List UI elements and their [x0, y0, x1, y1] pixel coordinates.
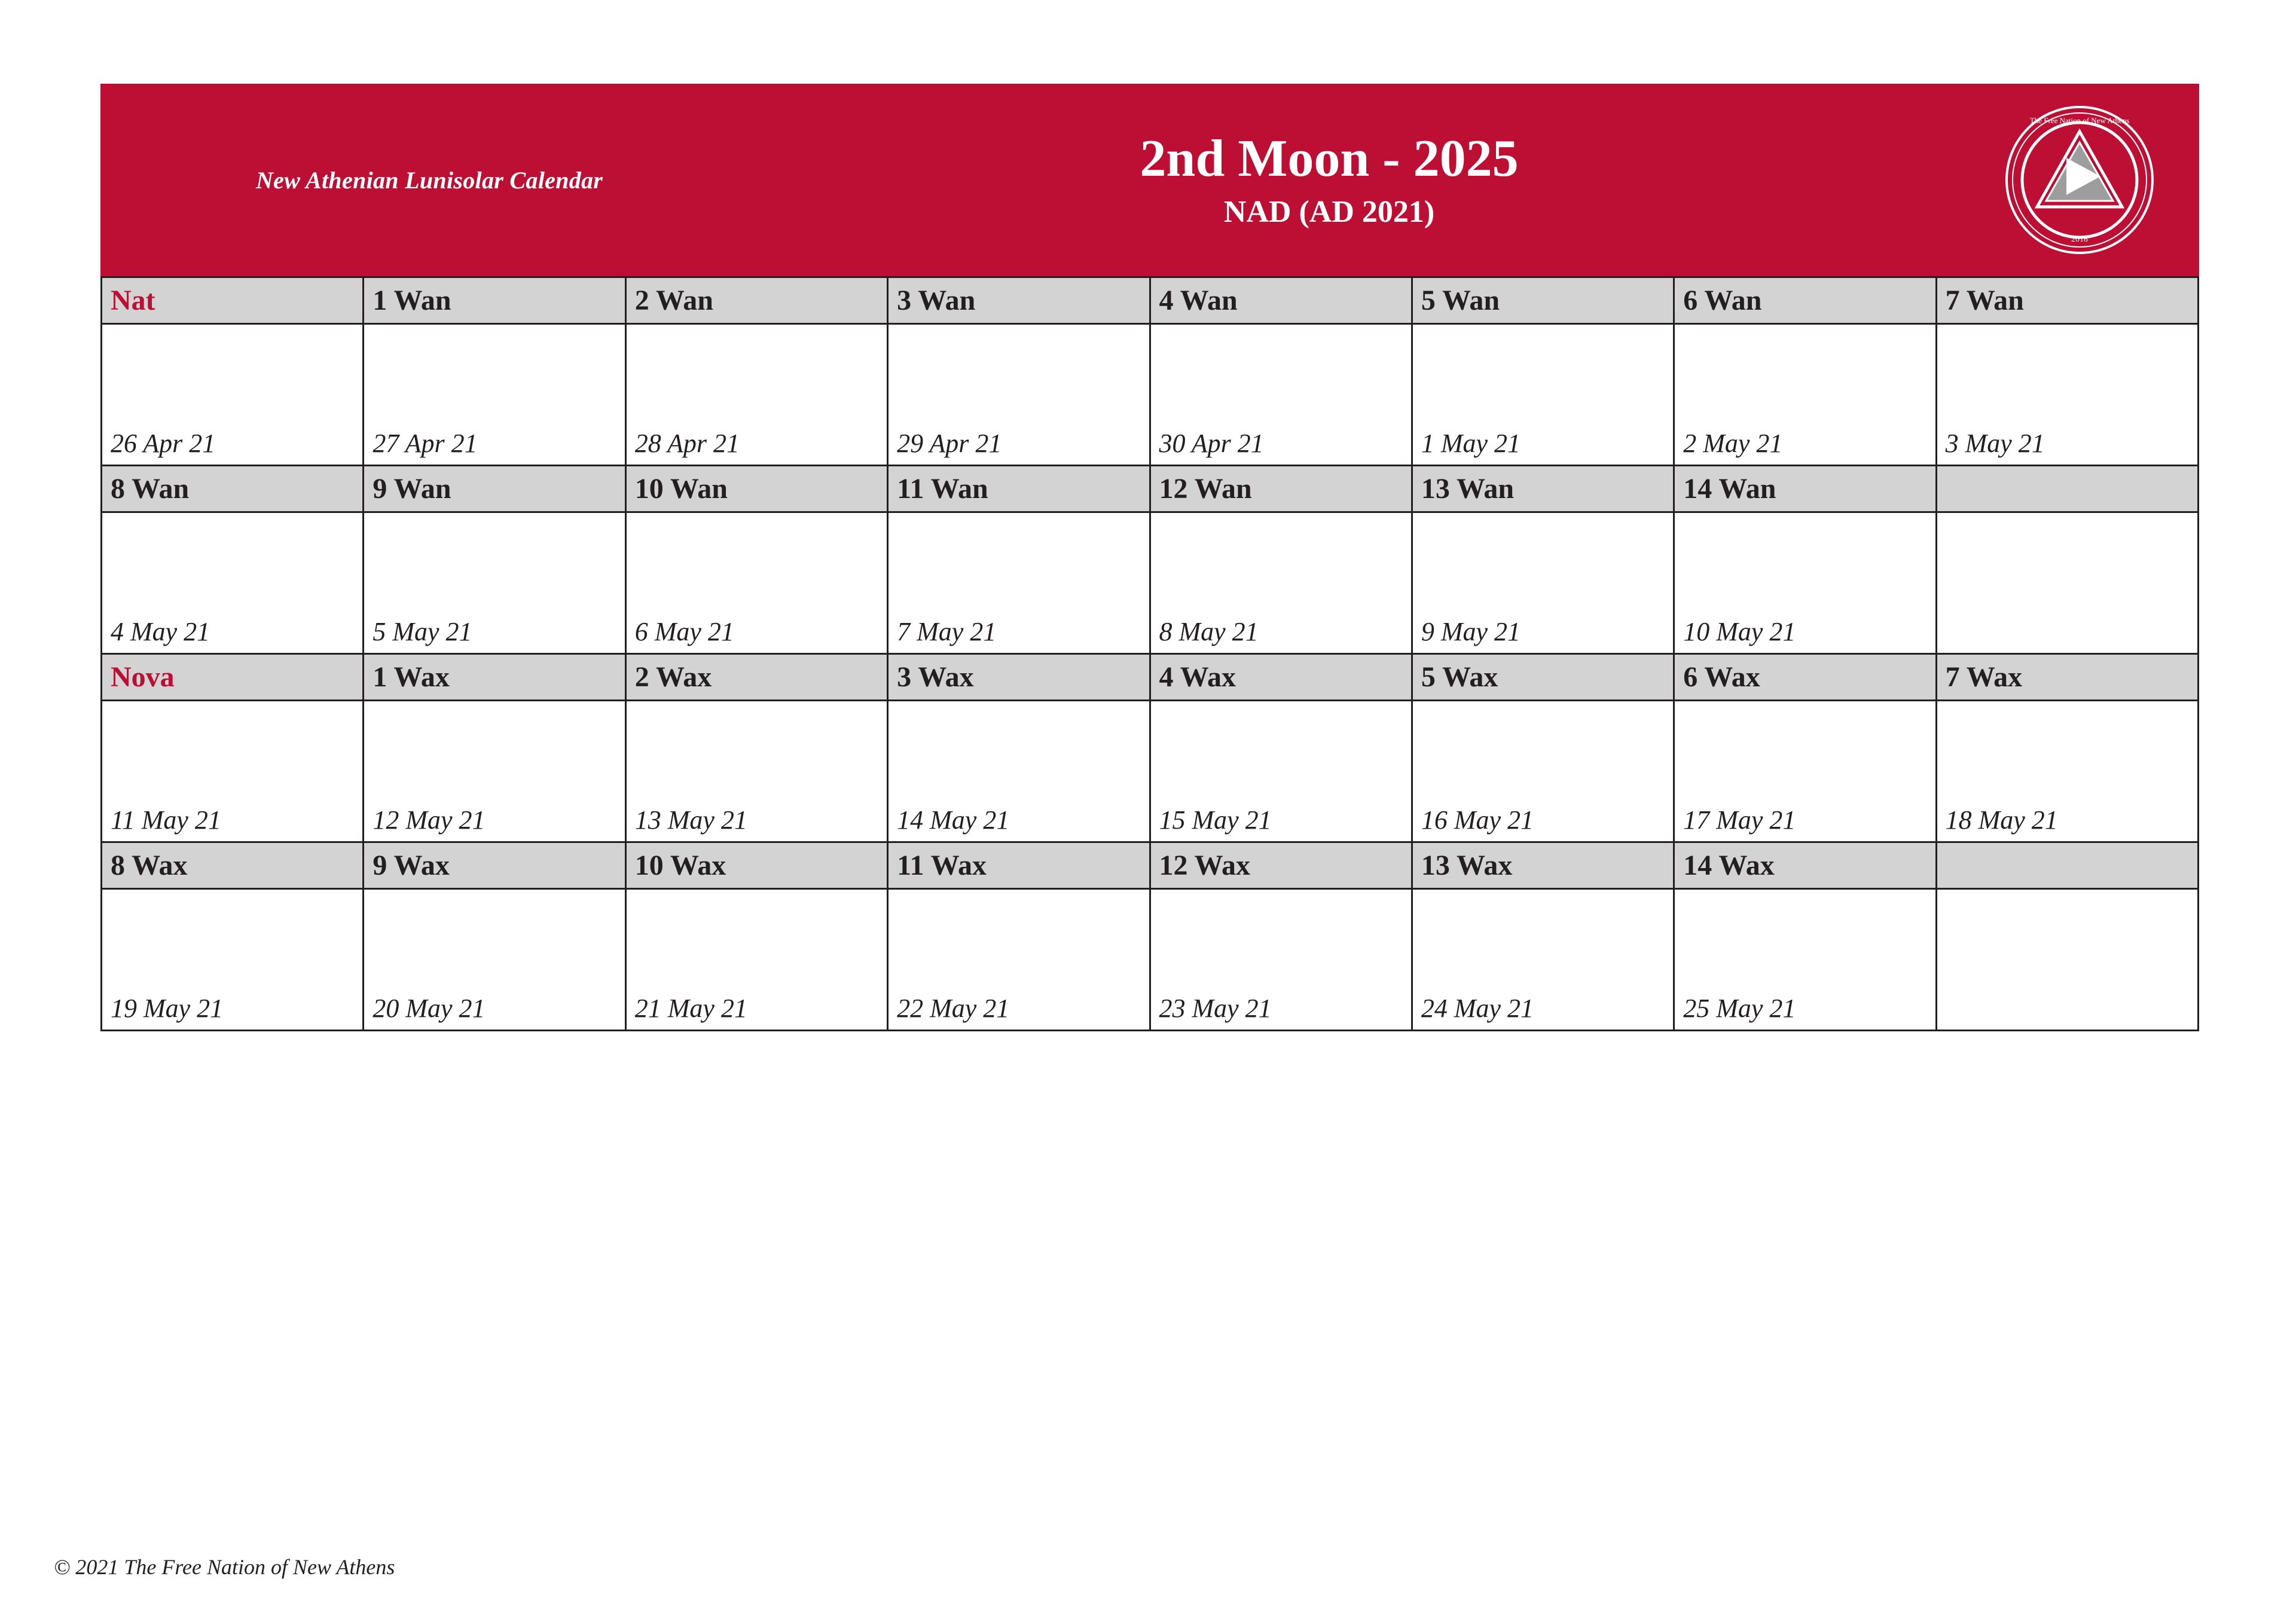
day-cell[interactable] — [102, 890, 364, 1031]
gregorian-date: 7 May 21 — [897, 617, 997, 646]
day-cell[interactable] — [889, 513, 1150, 655]
day-label-empty — [1937, 466, 2199, 513]
day-cell[interactable] — [627, 890, 889, 1031]
gregorian-date: 19 May 21 — [111, 994, 224, 1023]
day-cell[interactable] — [1937, 325, 2199, 466]
day-label[interactable]: 12 Wax — [1151, 843, 1413, 890]
gregorian-date: 27 Apr 21 — [373, 429, 478, 458]
day-cell[interactable] — [1675, 701, 1937, 843]
day-label[interactable]: 9 Wax — [364, 843, 626, 890]
day-cell[interactable] — [102, 513, 364, 655]
day-cell[interactable] — [889, 701, 1150, 843]
gregorian-date: 16 May 21 — [1421, 805, 1534, 835]
gregorian-date: 30 Apr 21 — [1159, 429, 1264, 458]
calendar-title-block — [698, 129, 1960, 229]
gregorian-date: 10 May 21 — [1683, 617, 1796, 646]
day-label[interactable]: 3 Wax — [889, 655, 1150, 701]
gregorian-date: 21 May 21 — [634, 994, 747, 1023]
gregorian-date: 20 May 21 — [373, 994, 486, 1023]
gregorian-date: 5 May 21 — [373, 617, 472, 646]
day-label[interactable]: 2 Wax — [627, 655, 889, 701]
gregorian-date: 18 May 21 — [1945, 805, 2058, 835]
day-cell[interactable] — [1937, 701, 2199, 843]
footer-copyright: © 2021 The Free Nation of New Athens — [54, 1555, 395, 1579]
day-cell[interactable] — [364, 513, 626, 655]
day-label[interactable]: 3 Wan — [889, 278, 1150, 325]
day-label[interactable]: 10 Wax — [627, 843, 889, 890]
day-cell[interactable] — [889, 325, 1150, 466]
day-label[interactable]: 13 Wan — [1413, 466, 1675, 513]
gregorian-date: 23 May 21 — [1159, 994, 1272, 1023]
day-label[interactable]: 7 Wan — [1937, 278, 2199, 325]
day-cell-empty — [1937, 890, 2199, 1031]
gregorian-date: 9 May 21 — [1421, 617, 1521, 646]
gregorian-date: 29 Apr 21 — [897, 429, 1002, 458]
day-cell[interactable] — [1151, 890, 1413, 1031]
day-label[interactable]: 11 Wan — [889, 466, 1150, 513]
day-label[interactable]: 8 Wax — [102, 843, 364, 890]
day-label[interactable]: 5 Wax — [1413, 655, 1675, 701]
day-cell[interactable] — [1413, 701, 1675, 843]
day-cell-empty — [1937, 513, 2199, 655]
day-cell[interactable] — [102, 325, 364, 466]
day-cell[interactable] — [364, 701, 626, 843]
day-label[interactable]: 1 Wan — [364, 278, 626, 325]
day-cell[interactable] — [889, 890, 1150, 1031]
day-label[interactable]: 5 Wan — [1413, 278, 1675, 325]
gregorian-date: 13 May 21 — [634, 805, 747, 835]
day-cell[interactable] — [364, 325, 626, 466]
page-title: 2nd Moon - 2025 — [1140, 129, 1519, 188]
gregorian-date: 22 May 21 — [897, 994, 1010, 1023]
gregorian-date: 17 May 21 — [1683, 805, 1796, 835]
day-label[interactable]: 6 Wan — [1675, 278, 1937, 325]
day-cell[interactable] — [627, 325, 889, 466]
gregorian-date: 1 May 21 — [1421, 429, 1521, 458]
gregorian-date: 12 May 21 — [373, 805, 486, 835]
gregorian-date: 24 May 21 — [1421, 994, 1534, 1023]
day-label[interactable]: 8 Wan — [102, 466, 364, 513]
day-cell[interactable] — [1413, 513, 1675, 655]
day-cell[interactable] — [1413, 325, 1675, 466]
day-label[interactable]: Nova — [102, 655, 364, 701]
day-label[interactable]: 4 Wax — [1151, 655, 1413, 701]
day-label[interactable]: 12 Wan — [1151, 466, 1413, 513]
gregorian-date: 3 May 21 — [1945, 429, 2045, 458]
gregorian-date: 4 May 21 — [111, 617, 210, 646]
gregorian-date: 26 Apr 21 — [111, 429, 216, 458]
day-label[interactable]: 9 Wan — [364, 466, 626, 513]
day-label[interactable]: 14 Wax — [1675, 843, 1937, 890]
day-label[interactable]: 2 Wan — [627, 278, 889, 325]
day-cell[interactable] — [102, 701, 364, 843]
gregorian-date: 8 May 21 — [1159, 617, 1259, 646]
gregorian-date: 28 Apr 21 — [634, 429, 740, 458]
gregorian-date: 14 May 21 — [897, 805, 1010, 835]
day-cell[interactable] — [1151, 325, 1413, 466]
day-label[interactable]: 10 Wan — [627, 466, 889, 513]
day-cell[interactable] — [1151, 701, 1413, 843]
page-subtitle: NAD (AD 2021) — [1223, 194, 1435, 229]
day-label[interactable]: 1 Wax — [364, 655, 626, 701]
day-cell[interactable] — [364, 890, 626, 1031]
calendar-header — [100, 84, 2199, 276]
day-label[interactable]: 6 Wax — [1675, 655, 1937, 701]
day-cell[interactable] — [1675, 325, 1937, 466]
svg-text:2018: 2018 — [2071, 235, 2088, 244]
day-label-empty — [1937, 843, 2199, 890]
logo-container — [1960, 105, 2199, 255]
gregorian-date: 25 May 21 — [1683, 994, 1796, 1023]
gregorian-date: 6 May 21 — [634, 617, 734, 646]
seal-icon — [2005, 105, 2154, 255]
calendar-grid — [100, 276, 2199, 1031]
day-cell[interactable] — [627, 513, 889, 655]
day-label[interactable]: 7 Wax — [1937, 655, 2199, 701]
day-cell[interactable] — [1675, 513, 1937, 655]
calendar-brand: New Athenian Lunisolar Calendar — [256, 166, 603, 194]
day-cell[interactable] — [1675, 890, 1937, 1031]
day-label[interactable]: 13 Wax — [1413, 843, 1675, 890]
day-label[interactable]: Nat — [102, 278, 364, 325]
gregorian-date: 11 May 21 — [111, 805, 221, 835]
day-label[interactable]: 4 Wan — [1151, 278, 1413, 325]
day-cell[interactable] — [1151, 513, 1413, 655]
day-label[interactable]: 14 Wan — [1675, 466, 1937, 513]
day-cell[interactable] — [627, 701, 889, 843]
day-label[interactable]: 11 Wax — [889, 843, 1150, 890]
svg-text:The Free Nation of New Athens: The Free Nation of New Athens — [2029, 116, 2130, 125]
gregorian-date: 15 May 21 — [1159, 805, 1272, 835]
day-cell[interactable] — [1413, 890, 1675, 1031]
gregorian-date: 2 May 21 — [1683, 429, 1783, 458]
